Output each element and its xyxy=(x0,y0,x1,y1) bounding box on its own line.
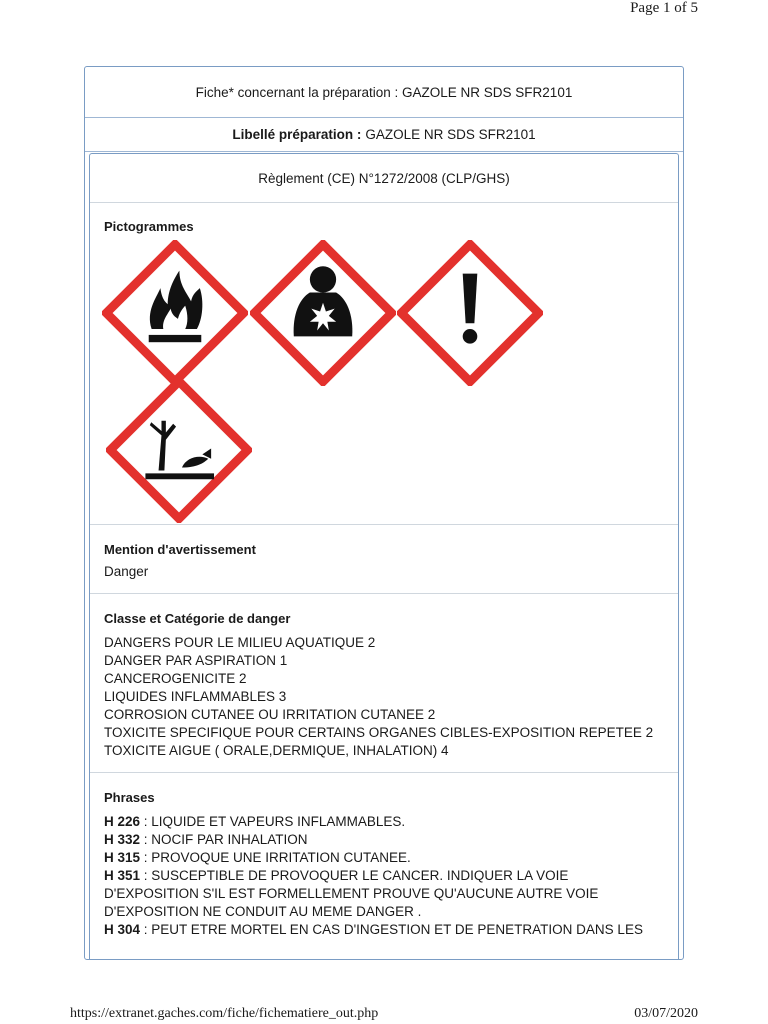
phrase-line xyxy=(104,903,664,921)
pictograms-grid xyxy=(104,234,664,542)
exclamation-pictogram-icon xyxy=(397,240,543,386)
phrase-text: : SUSCEPTIBLE DE PROVOQUER LE CANCER. INDIQUER LA VOIE xyxy=(140,868,569,883)
pictograms-heading: Pictogrammes xyxy=(104,219,194,234)
preparation-label-value: GAZOLE NR SDS SFR2101 xyxy=(365,127,536,142)
phrase-text: : PROVOQUE UNE IRRITATION CUTANEE. xyxy=(140,850,411,865)
flame-pictogram-icon xyxy=(102,240,248,386)
hazard-class-item: CORROSION CUTANEE OU IRRITATION CUTANEE 2 xyxy=(104,707,436,722)
phrase-line xyxy=(104,849,664,867)
warning-heading: Mention d'avertissement xyxy=(104,542,256,557)
preparation-label xyxy=(85,118,683,152)
phrase-code: H 304 xyxy=(104,922,141,937)
preparation-label-key: Libellé préparation : xyxy=(232,127,362,142)
regulation-title: Règlement (CE) N°1272/2008 (CLP/GHS) xyxy=(90,154,678,203)
phrase-text: D'EXPOSITION S'IL EST FORMELLEMENT PROUVE QU'AUCUNE AUTRE VOIE xyxy=(104,886,599,901)
hazard-class-section xyxy=(90,594,678,773)
hazard-class-heading: Classe et Catégorie de danger xyxy=(104,611,291,626)
phrase-code: H 315 xyxy=(104,850,141,865)
hazard-class-item: CANCEROGENICITE 2 xyxy=(104,671,247,686)
phrase-text: : NOCIF PAR INHALATION xyxy=(140,832,308,847)
warning-value: Danger xyxy=(104,564,149,579)
hazard-class-item: DANGER PAR ASPIRATION 1 xyxy=(104,653,288,668)
safety-sheet-frame xyxy=(84,66,684,960)
regulation-panel xyxy=(89,153,679,960)
phrase-line xyxy=(104,885,664,903)
phrase-line xyxy=(104,867,664,885)
phrase-text: : PEUT ETRE MORTEL EN CAS D'INGESTION ET DE PENETRATION DANS LES xyxy=(140,922,643,937)
footer-date: 03/07/2020 xyxy=(634,1006,698,1021)
hazard-class-item: LIQUIDES INFLAMMABLES 3 xyxy=(104,689,287,704)
phrases-section xyxy=(90,773,678,939)
phrase-text: : LIQUIDE ET VAPEURS INFLAMMABLES. xyxy=(140,814,406,829)
footer-url: https://extranet.gaches.com/fiche/fichematiere_out.php xyxy=(70,1006,379,1021)
phrase-code: H 226 xyxy=(104,814,141,829)
page-number: Page 1 of 5 xyxy=(630,0,698,16)
sheet-title: Fiche* concernant la préparation : GAZOLE NR SDS SFR2101 xyxy=(85,67,683,118)
phrase-line xyxy=(104,921,664,939)
phrase-code: H 332 xyxy=(104,832,141,847)
hazard-class-item: TOXICITE SPECIFIQUE POUR CERTAINS ORGANES CIBLES-EXPOSITION REPETEE 2 xyxy=(104,725,654,740)
phrase-line xyxy=(104,813,664,831)
phrase-line xyxy=(104,831,664,849)
phrase-text: D'EXPOSITION NE CONDUIT AU MEME DANGER . xyxy=(104,904,422,919)
pictograms-section xyxy=(90,203,678,525)
phrases-heading: Phrases xyxy=(104,790,155,805)
phrase-code: H 351 xyxy=(104,868,141,883)
environment-pictogram-icon xyxy=(106,377,252,523)
hazard-class-item: TOXICITE AIGUE ( ORALE,DERMIQUE, INHALATION) 4 xyxy=(104,743,449,758)
hazard-class-item: DANGERS POUR LE MILIEU AQUATIQUE 2 xyxy=(104,635,376,650)
health-hazard-pictogram-icon xyxy=(250,240,396,386)
